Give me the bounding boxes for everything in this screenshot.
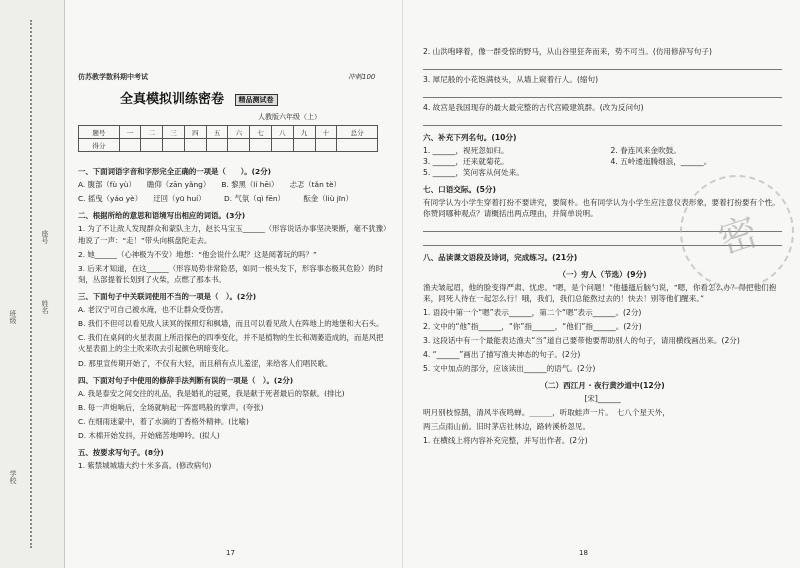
score-header-cell: 总分 xyxy=(337,126,378,139)
score-header-cell: 十 xyxy=(315,126,337,139)
s1-option-cd: C. 摇曳（yáo yè） 迂回（yū huí） D. 气氛（qì fēn） 酝金（liù jīn） xyxy=(78,194,353,204)
left-page-number: 17 xyxy=(226,548,235,557)
s8-question-2: 2. 文中的“他”指______，“你”指______，“他们”指______。(2分) xyxy=(423,322,642,331)
binding-seat-label: 座号 xyxy=(41,230,49,244)
s6-row-1 xyxy=(423,145,782,156)
left-page xyxy=(64,0,402,568)
score-header-cell: 一 xyxy=(119,126,141,139)
right-page-number: 18 xyxy=(579,548,588,557)
section-4-title: 四、下面对句子中使用的修辞手法判断有误的一项是（ ）。(2分) xyxy=(78,375,294,385)
s3-option-d: D. 那里宣传期开始了，不仅有大轻，而且稍有点儿羞涩，来给客人们唱民歌。 xyxy=(78,358,333,368)
poem-line-2: 两三点雨山前。旧时茅店社林边，路转溪桥忽见。 xyxy=(423,422,591,431)
s4-option-d: D. 木棉开始发抖，开始痛苦地呻吟。(拟人) xyxy=(78,431,220,441)
s4-option-a: A. 我是泰安之间交往的礼品，我是婚礼的冠冕，我是献于死者最后的祭献。(排比) xyxy=(78,388,345,398)
left-content xyxy=(78,160,388,474)
binding-school-label: 学校 xyxy=(9,470,17,484)
s8-question-1: 1. 语段中第一个“嗯”表示______，第二个“嗯”表示______。(2分) xyxy=(423,308,642,317)
binding-class-label: 班级 xyxy=(9,310,17,324)
s8-question-3: 3. 这段话中有一个最能表达渔夫“当”道自己要带他要帮助别人的句子，请用横线画出来。(2分) xyxy=(423,336,740,345)
s7-text: 有同学认为小学生穿着打扮不要讲究，要简朴。也有同学认为小学生应注意仪表形象，要着打扮要有个性。你赞同哪种观点？请概括出两点理由，并简单说明。 xyxy=(423,198,780,218)
s5-item-3: 3. 犀尼般的小花饱满枝头，从墙上窥着行人。(缩句) xyxy=(423,75,599,84)
answer-line[interactable] xyxy=(423,88,782,98)
score-row-label: 得分 xyxy=(79,139,120,152)
edition-text: 人教版六年级（上） xyxy=(258,113,321,121)
poem-question-1: 1. 在横线上将内容补充完整，并写出作者。(2分) xyxy=(423,436,588,445)
score-header-cell: 九 xyxy=(293,126,315,139)
section-7-title: 七、口语交际。(5分) xyxy=(423,185,496,194)
s8-question-5: 5. 文中加点的部分，应该读出______的语气。(2分) xyxy=(423,364,596,373)
s2-item-3: 3. 后来才知道，在这______（形容局势非常险恶，如同一根头发下，形容事态极其危险）的时刻，丛部提着长划到了火柴，点燃了那本书。 xyxy=(78,263,384,284)
section-3-title: 三、下面句子中关联词使用不当的一项是（ ）。(2分) xyxy=(78,291,257,301)
binding-dotted-line xyxy=(30,20,32,548)
binding-margin xyxy=(0,0,65,568)
s6-item-1: 1. ______，视死忽如归。 xyxy=(423,146,509,155)
score-header-cell: 四 xyxy=(184,126,206,139)
s3-option-b: B. 我们不但可以看见敌人读冥的探照灯和枫墙，而且可以看见敌人在阵地上的地堡和大石头。 xyxy=(78,319,384,329)
section-1-title: 一、下面词语字音和字形完全正确的一项是（ ）。(2分) xyxy=(78,167,271,176)
score-header-cell: 八 xyxy=(272,126,294,139)
secret-stamp-watermark: 密 xyxy=(665,160,800,304)
score-header-cell: 二 xyxy=(141,126,163,139)
score-header-cell: 六 xyxy=(228,126,250,139)
section-6-title: 六、补充下列名句。(10分) xyxy=(423,133,517,142)
s5-item-1: 1. 紫禁城城墙大约十米多高。(修改病句) xyxy=(78,461,212,471)
poem-line-1: 明月别枝惊鹊，清风半夜鸣蝉。______，听取蛙声一片。 七八个星天外， xyxy=(423,408,670,417)
exam-tag: 精品测试卷 xyxy=(235,94,278,106)
s5-item-2: 2. 山洪咆哮着，像一群受惊的野马，从山谷里狂奔而来，势不可当。(仿用修辞写句子) xyxy=(423,47,712,56)
s3-option-a: A. 老汉宁可自己被水淹，也不让群众受伤害。 xyxy=(78,305,229,315)
s8-passage: 渔夫皱起眉，他的脸变得严肃、忧虑。“嗯，是个问题！”他搔搔后脑勺说，“嗯，你看怎么办？得把他们抱来，同死人待在一起怎么行！哦，我们，我们总能熬过去的！快去！别等他们醒来。” xyxy=(423,283,777,303)
s6-item-4: 4. 五岭逶迤腾细浪，______。 xyxy=(610,157,712,166)
s6-item-3: 3. ______，还来就菊花。 xyxy=(423,157,509,166)
answer-line[interactable] xyxy=(423,116,782,126)
binding-name-label: 姓名 xyxy=(41,300,49,314)
brand-text: 仿苏教学数科期中考试 xyxy=(78,73,148,81)
s5-item-4: 4. 故宫是我国现存的最大最完整的古代宫殿建筑群。(改为反问句) xyxy=(423,103,644,112)
section-5-title: 五、按要求写句子。(8分) xyxy=(78,448,164,458)
s2-item-1: 1. 为了不让敌人发现群众和蒙队主力，赵长马宝玉______（形容说话办事坚决果断，毫不犹豫）地说了一声：“走！”带头向棋盘陀走去。 xyxy=(78,224,387,245)
s6-item-2: 2. 眷连风来金吹鼓。 xyxy=(610,146,681,155)
score-header-cell: 题号 xyxy=(79,126,120,139)
s2-item-2: 2. 她______（心神极为不安）地想：“他会说什么呢？这是阅著玩的吗？” xyxy=(78,249,317,259)
s4-option-b: B. 每一声炮响后，全场就响起一阵雷鸣般的掌声。(夸张) xyxy=(78,402,264,412)
score-header-cell: 七 xyxy=(250,126,272,139)
s3-option-c: C. 我们在桌间的火星表面上所沿探色的四季变化，并不是植物的生长和凋萎造成的，而是风把火星表面上的尘土吹来吹去引起颜色明暗变化。 xyxy=(78,333,384,354)
s1-option-ab: A. 腹部（fù yù） 瞻仰（zān yǎng） B. 黎黑（lí hēi） 忐忑（tǎn tè） xyxy=(78,180,341,190)
s6-item-5: 5. ______，笑问客从何处来。 xyxy=(423,168,524,177)
score-header-cell: 五 xyxy=(206,126,228,139)
poem-author: [宋]______ xyxy=(584,394,621,403)
section-8-title: 八、品读课文语段及诗词，完成练习。(21分) xyxy=(423,253,578,262)
section-2-title: 二、根据所给的意思和语境写出相应的词语。(3分) xyxy=(78,211,246,221)
series-text: 冲刺100 xyxy=(348,73,376,81)
s4-option-c: C. 在细雨迷蒙中，着了水滴的丁香格外精神。(比喻) xyxy=(78,416,249,426)
answer-line[interactable] xyxy=(423,60,782,70)
s8-question-4: 4. “______”画出了描写渔夫神态的句子。(2分) xyxy=(423,350,581,359)
score-header-cell: 三 xyxy=(163,126,185,139)
s8-subtitle-1: （一）穷人（节选）(9分) xyxy=(558,270,647,279)
exam-title-text: 全真模拟训练密卷 xyxy=(120,92,225,107)
s6-row-2 xyxy=(423,156,782,167)
s8-subtitle-2: （二）西江月 · 夜行黄沙道中(12分) xyxy=(540,381,665,390)
